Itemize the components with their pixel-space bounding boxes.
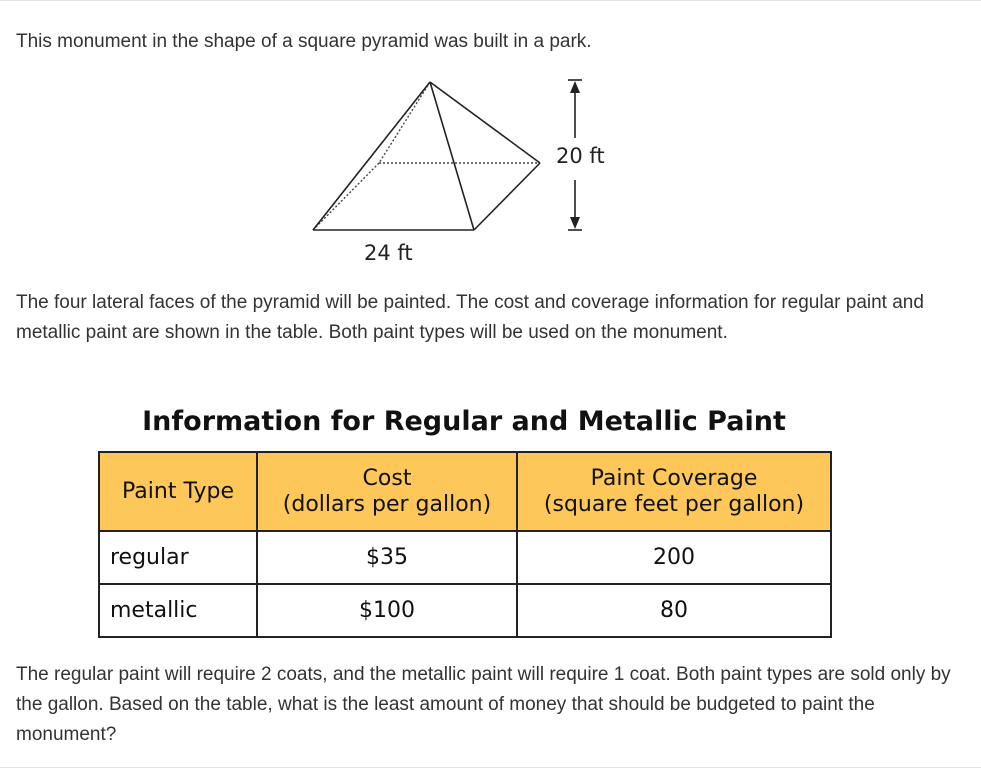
intro-paragraph: This monument in the shape of a square pyramid was built in a park. xyxy=(16,31,592,52)
cell-cost: $100 xyxy=(257,584,517,637)
hidden-edge-back-left xyxy=(313,163,379,230)
table-title: Information for Regular and Metallic Paint xyxy=(142,406,786,437)
height-arrow-down xyxy=(570,217,580,229)
header-cost xyxy=(257,452,517,531)
edge-apex-right xyxy=(430,82,540,163)
pyramid-figure xyxy=(0,0,981,290)
cell-coverage: 80 xyxy=(517,584,831,637)
header-cost-unit: (dollars per gallon) xyxy=(282,491,492,517)
table-header-row xyxy=(99,452,831,531)
header-cost-title: Cost xyxy=(362,465,412,491)
description-paragraph: The four lateral faces of the pyramid will be painted. The cost and coverage information for regular paint and metallic paint are shown in the table. Both paint types will be used on the monument. xyxy=(16,292,924,343)
cell-cost: $35 xyxy=(257,531,517,584)
height-label: 20 ft xyxy=(556,144,605,168)
cell-paint-type: regular xyxy=(99,531,257,584)
edge-apex-front xyxy=(430,82,474,230)
header-coverage-title: Paint Coverage xyxy=(590,465,758,491)
header-coverage-unit: (square feet per gallon) xyxy=(543,491,805,517)
cell-paint-type: metallic xyxy=(99,584,257,637)
base-label: 24 ft xyxy=(364,241,413,265)
bottom-divider xyxy=(0,767,981,768)
paint-table xyxy=(98,451,832,638)
header-paint-type: Paint Type xyxy=(99,452,257,531)
cell-coverage: 200 xyxy=(517,531,831,584)
hidden-edge-apex-back xyxy=(379,82,430,163)
table-row xyxy=(99,531,831,584)
edge-apex-left xyxy=(313,82,430,230)
table-row xyxy=(99,584,831,637)
header-coverage xyxy=(517,452,831,531)
question-paragraph: The regular paint will require 2 coats, and the metallic paint will require 1 coat. Both paint types are sold only by the gallon. Based on the table, what is the least amount of money that should be budgeted to paint the monument? xyxy=(16,664,951,745)
edge-base-right xyxy=(474,163,540,230)
